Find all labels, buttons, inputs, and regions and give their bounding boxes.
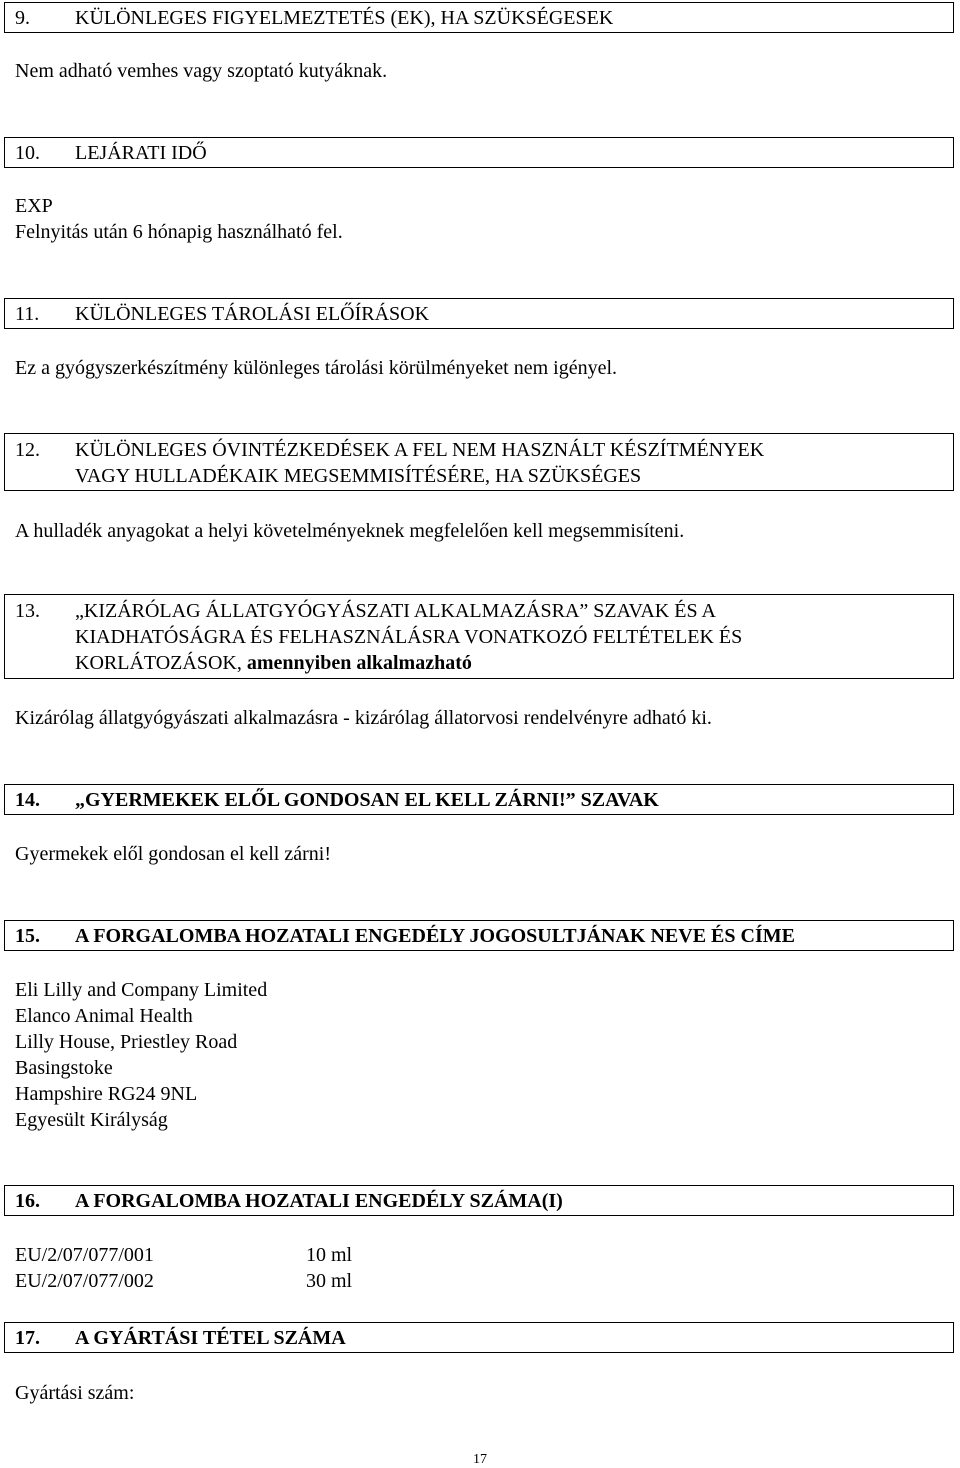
section-number: 13. — [15, 600, 40, 622]
shelf-life-after-opening: Felnyitás után 6 hónapig használható fel. — [15, 221, 343, 243]
section-15-header — [4, 920, 954, 951]
address-line: Elanco Animal Health — [15, 1005, 193, 1027]
address-line: Hampshire RG24 9NL — [15, 1083, 198, 1105]
section-13-body: Kizárólag állatgyógyászati alkalmazásra - kizárólag állatorvosi rendelvényre adható ki. — [15, 707, 712, 729]
section-title: LEJÁRATI IDŐ — [75, 142, 207, 164]
section-title: A FORGALOMBA HOZATALI ENGEDÉLY SZÁMA(I) — [75, 1190, 563, 1212]
section-11-body: Ez a gyógyszerkészítmény különleges tárolási körülményeket nem igényel. — [15, 357, 618, 379]
section-number: 12. — [15, 439, 40, 461]
section-title-line: „KIZÁRÓLAG ÁLLATGYÓGYÁSZATI ALKALMAZÁSRA” SZAVAK ÉS A — [75, 600, 716, 622]
section-number: 14. — [15, 789, 40, 811]
section-14-header — [4, 784, 954, 815]
section-number: 16. — [15, 1190, 40, 1212]
section-title: KÜLÖNLEGES TÁROLÁSI ELŐÍRÁSOK — [75, 303, 430, 325]
section-number: 17. — [15, 1327, 40, 1349]
address-line: Egyesült Királyság — [15, 1109, 168, 1131]
section-title-qualifier: amennyiben alkalmazható — [241, 652, 472, 674]
section-9-header — [4, 2, 954, 33]
section-14-body: Gyermekek elől gondosan el kell zárni! — [15, 843, 331, 865]
section-11-header — [4, 298, 954, 329]
address-line: Basingstoke — [15, 1057, 113, 1079]
section-title-line: KIADHATÓSÁGRA ÉS FELHASZNÁLÁSRA VONATKOZÓ FELTÉTELEK ÉS — [75, 626, 743, 648]
section-title-line: KORLÁTOZÁSOK, — [75, 652, 242, 674]
section-13-header — [4, 594, 954, 679]
authorisation-number: EU/2/07/077/001 — [15, 1244, 154, 1266]
section-9-body: Nem adható vemhes vagy szoptató kutyáknak. — [15, 60, 388, 82]
section-title-line: VAGY HULLADÉKAIK MEGSEMMISÍTÉSÉRE, HA SZÜKSÉGES — [75, 465, 642, 487]
section-title — [75, 437, 943, 489]
section-12-body: A hulladék anyagokat a helyi követelményeknek megfelelően kell megsemmisíteni. — [15, 520, 685, 542]
section-number: 15. — [15, 925, 40, 947]
expiry-label: EXP — [15, 195, 53, 217]
section-title: A FORGALOMBA HOZATALI ENGEDÉLY JOGOSULTJÁNAK NEVE ÉS CÍME — [75, 925, 795, 947]
section-16-header — [4, 1185, 954, 1216]
address-line: Eli Lilly and Company Limited — [15, 979, 268, 1001]
section-title: A GYÁRTÁSI TÉTEL SZÁMA — [75, 1327, 346, 1349]
authorisation-number: EU/2/07/077/002 — [15, 1270, 154, 1292]
section-12-header — [4, 433, 954, 491]
page-number: 17 — [473, 1452, 487, 1467]
section-title-line: KÜLÖNLEGES ÓVINTÉZKEDÉSEK A FEL NEM HASZNÁLT KÉSZÍTMÉNYEK — [75, 439, 765, 461]
section-number: 9. — [15, 7, 30, 29]
section-title: KÜLÖNLEGES FIGYELMEZTETÉS (EK), HA SZÜKSÉGESEK — [75, 7, 614, 29]
pack-volume: 10 ml — [306, 1244, 353, 1266]
section-title — [75, 598, 943, 676]
section-number: 11. — [15, 303, 40, 325]
section-title: „GYERMEKEK ELŐL GONDOSAN EL KELL ZÁRNI!” SZAVAK — [75, 789, 659, 811]
address-line: Lilly House, Priestley Road — [15, 1031, 238, 1053]
section-number: 10. — [15, 142, 40, 164]
section-17-header — [4, 1322, 954, 1353]
section-10-header — [4, 137, 954, 168]
pack-volume: 30 ml — [306, 1270, 353, 1292]
batch-number-label: Gyártási szám: — [15, 1382, 135, 1404]
